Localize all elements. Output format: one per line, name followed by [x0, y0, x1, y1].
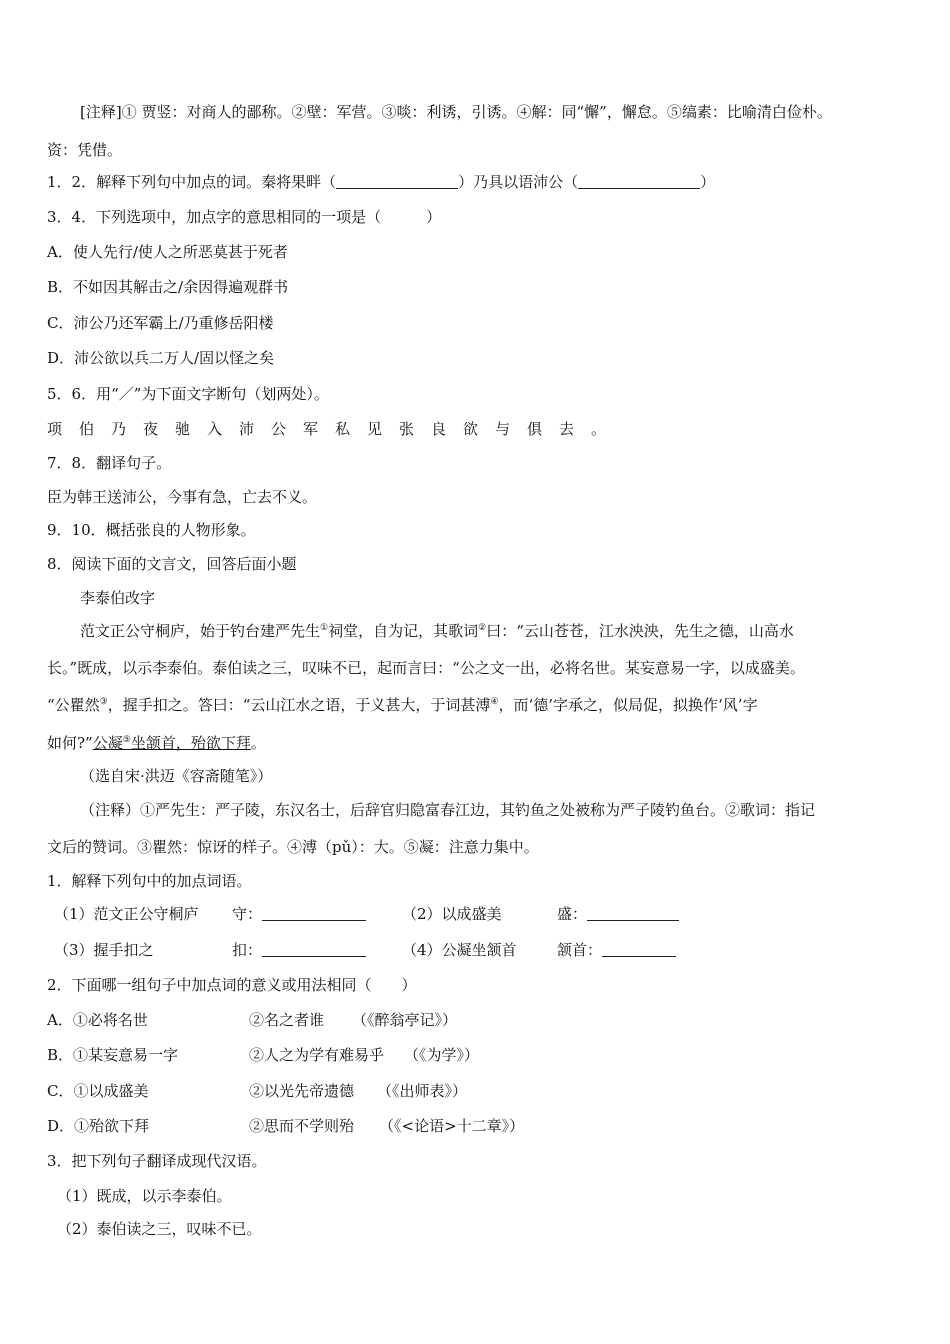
- question-1-2-prefix: 1．2．解释下列句中加点的词。秦将果畔（: [47, 173, 337, 191]
- q2-option-b-first: B．①某妄意易一字: [47, 1046, 179, 1064]
- passage-text: 范文正公守桐庐，始于钓台建严先生: [80, 622, 321, 640]
- q2-option-c-first: C．①以成盛美: [47, 1082, 149, 1100]
- question-7-8: 7．8．翻译句子。: [47, 454, 172, 472]
- q1-item-2-word: [557, 904, 679, 924]
- q2-option-a-second: ②名之者谁: [249, 1011, 325, 1029]
- q1-item-1-label: 守：: [232, 905, 263, 923]
- passage-text: 如何?”: [47, 734, 93, 752]
- passage-title: 李泰伯改字: [80, 589, 156, 607]
- option-d: D．沛公欲以兵二万人/固以怪之矣: [47, 349, 275, 367]
- passage-text: 祠堂，自为记，其歌词: [328, 622, 479, 640]
- passage-line-4: [47, 733, 266, 753]
- q1-item-3-sentence: （3）握手扣之: [54, 941, 154, 959]
- footnote-mark: ⑤: [122, 735, 131, 745]
- footnote-mark: ③: [99, 697, 108, 707]
- footnote-mark: ①: [320, 623, 329, 633]
- annotation-line-2: 文后的赞词。③瞿然：惊讶的样子。④溥（pǔ）：大。⑤凝：注意力集中。: [47, 838, 539, 856]
- q1-item-3-word: [232, 940, 366, 960]
- underlined-sentence: [93, 734, 251, 752]
- q2-option-a-source: （《醉翁亭记》）: [352, 1011, 458, 1029]
- q1-item-3-label: 扣：: [232, 941, 263, 959]
- option-b: B．不如因其解击之/余因得遍观群书: [47, 278, 289, 296]
- passage-text: 坐颔首，殆欲下拜: [130, 734, 251, 752]
- question-8-heading: 8．阅读下面的文言文，回答后面小题: [47, 555, 297, 573]
- q2-option-c-second: ②以光先帝遗德: [249, 1082, 355, 1100]
- answer-blank[interactable]: [262, 942, 366, 957]
- footnote-mark: ④: [490, 697, 499, 707]
- answer-blank[interactable]: [587, 906, 679, 921]
- option-c: C．沛公乃还军霸上/乃重修岳阳楼: [47, 314, 274, 332]
- q2-option-b-source: （《为学》）: [404, 1046, 480, 1064]
- question-3-4: 3．4．下列选项中，加点字的意思相同的一项是（ ）: [47, 208, 442, 226]
- passage-text: 公凝: [92, 734, 123, 752]
- q1-item-4-word: [557, 940, 676, 960]
- q1-item-1-sentence: （1）范文正公守桐庐: [54, 905, 199, 923]
- passage-line-1: [80, 621, 794, 641]
- sentence-to-punctuate: 项伯乃夜驰入沛公军私见张良欲与俱去。: [47, 420, 624, 438]
- annotation-line-1: （注释）①严先生：严子陵，东汉名士，后辞官归隐富春江边，其钓鱼之处被称为严子陵钓鱼台。②歌词：指记: [80, 801, 816, 819]
- q2-option-a-first: A．①必将名世: [47, 1011, 148, 1029]
- answer-blank[interactable]: [602, 942, 676, 957]
- q3-item-2: （2）泰伯读之三，叹味不已。: [57, 1220, 262, 1238]
- answer-blank[interactable]: [578, 174, 700, 189]
- q1-item-4-label: 颔首：: [557, 941, 603, 959]
- q2-option-d-first: D．①殆欲下拜: [47, 1117, 150, 1135]
- passage-line-3: [47, 695, 758, 715]
- passage-text: ，而‘德’字承之，似局促，拟换作‘风’字: [498, 696, 758, 714]
- q2-option-d-source: （《<论语>十二章》）: [379, 1117, 525, 1135]
- q1-item-1-word: [232, 904, 366, 924]
- q2-option-c-source: （《出师表》）: [377, 1082, 468, 1100]
- question-3: 3．把下列句子翻译成现代汉语。: [47, 1152, 267, 1170]
- q1-item-4-sentence: （4）公凝坐颔首: [402, 941, 517, 959]
- question-9-10: 9．10．概括张良的人物形象。: [47, 521, 256, 539]
- question-1: 1．解释下列句中的加点词语。: [47, 872, 252, 890]
- sentence-to-translate: 臣为韩王送沛公，今事有急，亡去不义。: [47, 488, 318, 506]
- q1-item-2-label: 盛：: [557, 905, 588, 923]
- question-2: 2．下面哪一组句子中加点词的意义或用法相同（ ）: [47, 976, 417, 994]
- q2-option-d-second: ②思而不学则殆: [249, 1117, 355, 1135]
- notes-line-1: [注释]① 贾竖：对商人的鄙称。②壁：军营。③啖：利诱，引诱。④解：同“懈”，懈怠。⑤缟素：比喻清白俭朴。: [80, 103, 832, 121]
- answer-blank[interactable]: [336, 174, 458, 189]
- answer-blank[interactable]: [262, 906, 366, 921]
- passage-line-2: 长。”既成，以示李泰伯。泰伯读之三，叹味不已，起而言曰：“公之文一出，必将名世。某妄意易一字，以成盛美。: [47, 659, 805, 677]
- question-1-2-end: ）: [700, 173, 716, 191]
- passage-text: ，握手扣之。答曰：“云山江水之语，于义甚大，于词甚溥: [107, 696, 491, 714]
- question-1-2: [47, 172, 715, 192]
- passage-source: （选自宋·洪迈《容斋随笔》）: [80, 767, 273, 785]
- question-1-2-mid: ）乃具以语沛公（: [458, 173, 579, 191]
- q1-item-2-sentence: （2）以成盛美: [402, 905, 502, 923]
- option-a: A．使人先行/使人之所恶莫甚于死者: [47, 243, 288, 261]
- question-5-6: 5．6．用“／”为下面文字断句（划两处）。: [47, 385, 329, 403]
- passage-text: “公瞿然: [47, 696, 100, 714]
- passage-text: 曰：“云山苍苍，江水泱泱，先生之德，山高水: [486, 622, 794, 640]
- q3-item-1: （1）既成，以示李泰伯。: [57, 1187, 232, 1205]
- passage-text: 。: [250, 734, 266, 752]
- q2-option-b-second: ②人之为学有难易乎: [249, 1046, 385, 1064]
- notes-line-2: 资：凭借。: [47, 141, 123, 159]
- footnote-mark: ②: [478, 623, 487, 633]
